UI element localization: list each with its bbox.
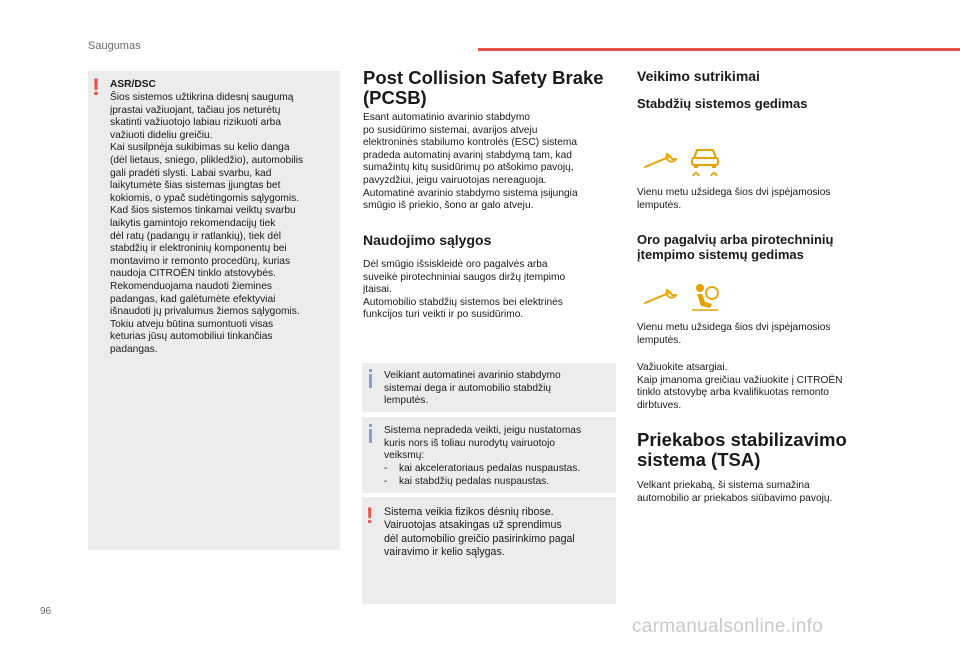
info-brake-lights-text: Veikiant automatinei avarinio stabdymo sistemai dega ir automobilio stabdžių lemputės. — [384, 370, 561, 407]
info-icon — [369, 374, 372, 388]
brake-failure-text: Vienu metu užsidega šios dvi įspėjamosios lemputės. — [637, 187, 831, 211]
esc-skid-icon — [688, 144, 722, 178]
tsa-heading: Priekabos stabilizavimo sistema (TSA) — [637, 429, 847, 470]
airbag-failure-heading: Oro pagalvių arba pirotechninių įtempimo sistemų gedimas — [637, 232, 834, 262]
brake-failure-heading: Stabdžių sistemos gedimas — [637, 96, 808, 111]
usage-heading: Naudojimo sąlygos — [363, 232, 492, 248]
asr-dsc-text: Šios sistemos užtikrina didesnį saugumą įprastai važiuojant, tačiau jos neturėtų skatinti važiuotojo labiau rizikuoti arba važiuoti dideliu greičiu. Kai susilpnėja sukibimas su kelio danga (dėl lietaus, sniego, plikledžio), automobilis gali pradėti slysti. Labai svarbu, kad laikytumėte šias sistemas įjungtas bet kokiomis, o ypač sudėtingomis sąlygomis. Kad šios sistemos tinkamai veiktų svarbu laikytis gamintojo rekomendacijų tiek dėl ratų (padangų ir ratlankių), tiek dėl stabdžių ir elektroninių komponentų bei montavimo ir remonto procedūrų, kurias naudoja CITROËN tinklo atstovybės. Rekomenduojama naudoti žiemines padangas, kad galėtumėte efektyviai išnaudoti jų privalumus žiemos sąlygomis. Tokiu atveju būtina sumontuoti visas keturias jūsų automobiliui tinkančias padangas. — [110, 92, 304, 355]
page-number: 96 — [40, 606, 52, 617]
wrench-icon — [643, 151, 679, 171]
usage-text: Dėl smūgio išsiskleidė oro pagalvės arba suveikė pirotechniniai saugos diržų įtempimo įtaisai. Automobilio stabdžių sistemos bei elektrinės funkcijos turi veikti ir po susidūrimo. — [363, 259, 566, 321]
info-icon — [369, 429, 372, 443]
info-driver-actions-text: Sistema nepradeda veikti, jeigu nustatomas kuris nors iš toliau nurodytų vairuotojo veiksmų: — [384, 425, 582, 462]
warning-exclamation-icon: ! — [92, 74, 100, 101]
section-label: Saugumas — [88, 40, 141, 52]
list-item: - kai stabdžių pedalas nuspaustas. — [384, 476, 614, 489]
airbag-icon — [688, 282, 722, 312]
wrench-icon — [643, 287, 679, 307]
section-accent-bar — [478, 48, 960, 51]
tsa-text: Velkant priekabą, ši sistema sumažina automobilio ar priekabos siūbavimo pavojų. — [637, 480, 833, 504]
caution-text: Važiuokite atsargiai. Kaip įmanoma greičiau važiuokite į CITROËN tinklo atstovybę arba kvalifikuotas remonto dirbtuves. — [637, 362, 843, 411]
pcsb-title: Post Collision Safety Brake (PCSB) — [363, 67, 604, 108]
asr-dsc-title: ASR/DSC — [110, 79, 156, 90]
list-item: - kai akceleratoriaus pedalas nuspaustas. — [384, 463, 614, 476]
pcsb-intro: Esant automatinio avarinio stabdymo po susidūrimo sistemai, avarijos atveju elektroninės stabilumo kontrolės (ESC) sistema pradeda automatinį avarinį stabdymą tam, kad sumažintų kitų susidūrimų po atšokimo pavojų, pavyzdžiui, jeigu vairuotojas nereaguoja. Automatinė avarinio stabdymo sistema įsijungia smūgio iš priekio, šono ar galo atveju. — [363, 112, 578, 212]
malfunction-heading: Veikimo sutrikimai — [637, 68, 760, 84]
warning-exclamation-icon: ! — [366, 503, 374, 528]
physics-warning-text: Sistema veikia fizikos dėsnių ribose. Vairuotojas atsakingas už sprendimus dėl automobilio greičio pasirinkimo pagal vairavimo ir kelio sąlygas. — [384, 506, 575, 559]
watermark: carmanualsonline.info — [632, 616, 824, 637]
airbag-failure-text: Vienu metu užsidega šios dvi įspėjamosios lemputės. — [637, 322, 831, 346]
driver-actions-list — [384, 463, 614, 488]
